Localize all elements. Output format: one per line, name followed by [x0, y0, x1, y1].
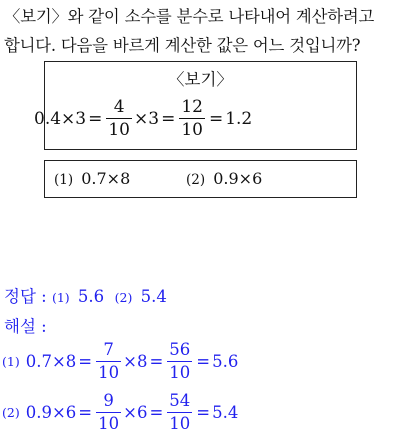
answer-number: (2)	[114, 290, 133, 305]
example-result: 1.2	[225, 109, 253, 129]
problem-expression: 0.7×8	[81, 169, 131, 188]
solution-result: 5.4	[212, 403, 239, 422]
example-equation	[34, 99, 252, 139]
answer-label: 정답 :	[4, 287, 47, 306]
answer-value: 5.4	[140, 287, 167, 306]
equals-sign: =	[78, 403, 93, 422]
fraction-numerator: 9	[103, 391, 114, 410]
question-line-1: 〈보기〉와 같이 소수를 분수로 나타내어 계산하려고	[4, 7, 375, 26]
example-title: 〈보기〉	[168, 70, 233, 89]
example-multiplier: ×3	[134, 109, 160, 129]
equals-sign: =	[149, 403, 164, 422]
solution-line-1	[2, 342, 238, 381]
solution-multiplier: ×8	[123, 352, 148, 371]
problem-expression: 0.9×6	[213, 169, 263, 188]
solution-fraction	[96, 393, 121, 432]
solution-result: 5.6	[212, 352, 239, 371]
solution-number: (2)	[2, 405, 20, 420]
solution-lhs: 0.9×6	[25, 403, 77, 422]
equals-sign: =	[161, 109, 176, 129]
solution-lhs: 0.7×8	[25, 352, 77, 371]
equals-sign: =	[196, 352, 211, 371]
problem-number: (2)	[186, 172, 206, 188]
fraction-denominator: 10	[108, 120, 130, 140]
fraction-numerator: 54	[169, 391, 191, 410]
problems-box	[44, 160, 357, 198]
solution-fraction	[167, 393, 192, 432]
solution-line-2	[2, 393, 238, 432]
fraction-numerator: 4	[113, 97, 125, 117]
equals-sign: =	[88, 109, 103, 129]
equals-sign: =	[78, 352, 93, 371]
solution-fraction	[167, 342, 192, 381]
problem-2	[186, 161, 262, 197]
answer-number: (1)	[51, 290, 70, 305]
solution-multiplier: ×6	[123, 403, 148, 422]
fraction-denominator: 10	[98, 362, 120, 382]
problem-1	[54, 161, 130, 197]
example-lhs: 0.4×3	[34, 109, 87, 129]
solution-fraction	[96, 342, 121, 381]
answer-line	[4, 283, 167, 307]
question-line-2: 합니다. 다음을 바르게 계산한 값은 어느 것입니까?	[4, 36, 361, 55]
equals-sign: =	[208, 109, 224, 129]
fraction-numerator: 12	[181, 97, 203, 117]
equals-sign: =	[149, 352, 164, 371]
fraction-numerator: 56	[169, 340, 191, 359]
solution-number: (1)	[2, 354, 20, 369]
problem-number: (1)	[54, 172, 74, 188]
question-text	[4, 2, 398, 60]
example-fraction-2	[179, 99, 205, 139]
fraction-denominator: 10	[169, 413, 191, 433]
equals-sign: =	[196, 403, 211, 422]
fraction-denominator: 10	[181, 120, 203, 140]
solution-label: 해설 :	[4, 317, 47, 336]
example-fraction-1	[106, 99, 132, 139]
fraction-denominator: 10	[98, 413, 120, 433]
fraction-denominator: 10	[169, 362, 191, 382]
fraction-numerator: 7	[103, 340, 114, 359]
answer-value: 5.6	[77, 287, 105, 306]
